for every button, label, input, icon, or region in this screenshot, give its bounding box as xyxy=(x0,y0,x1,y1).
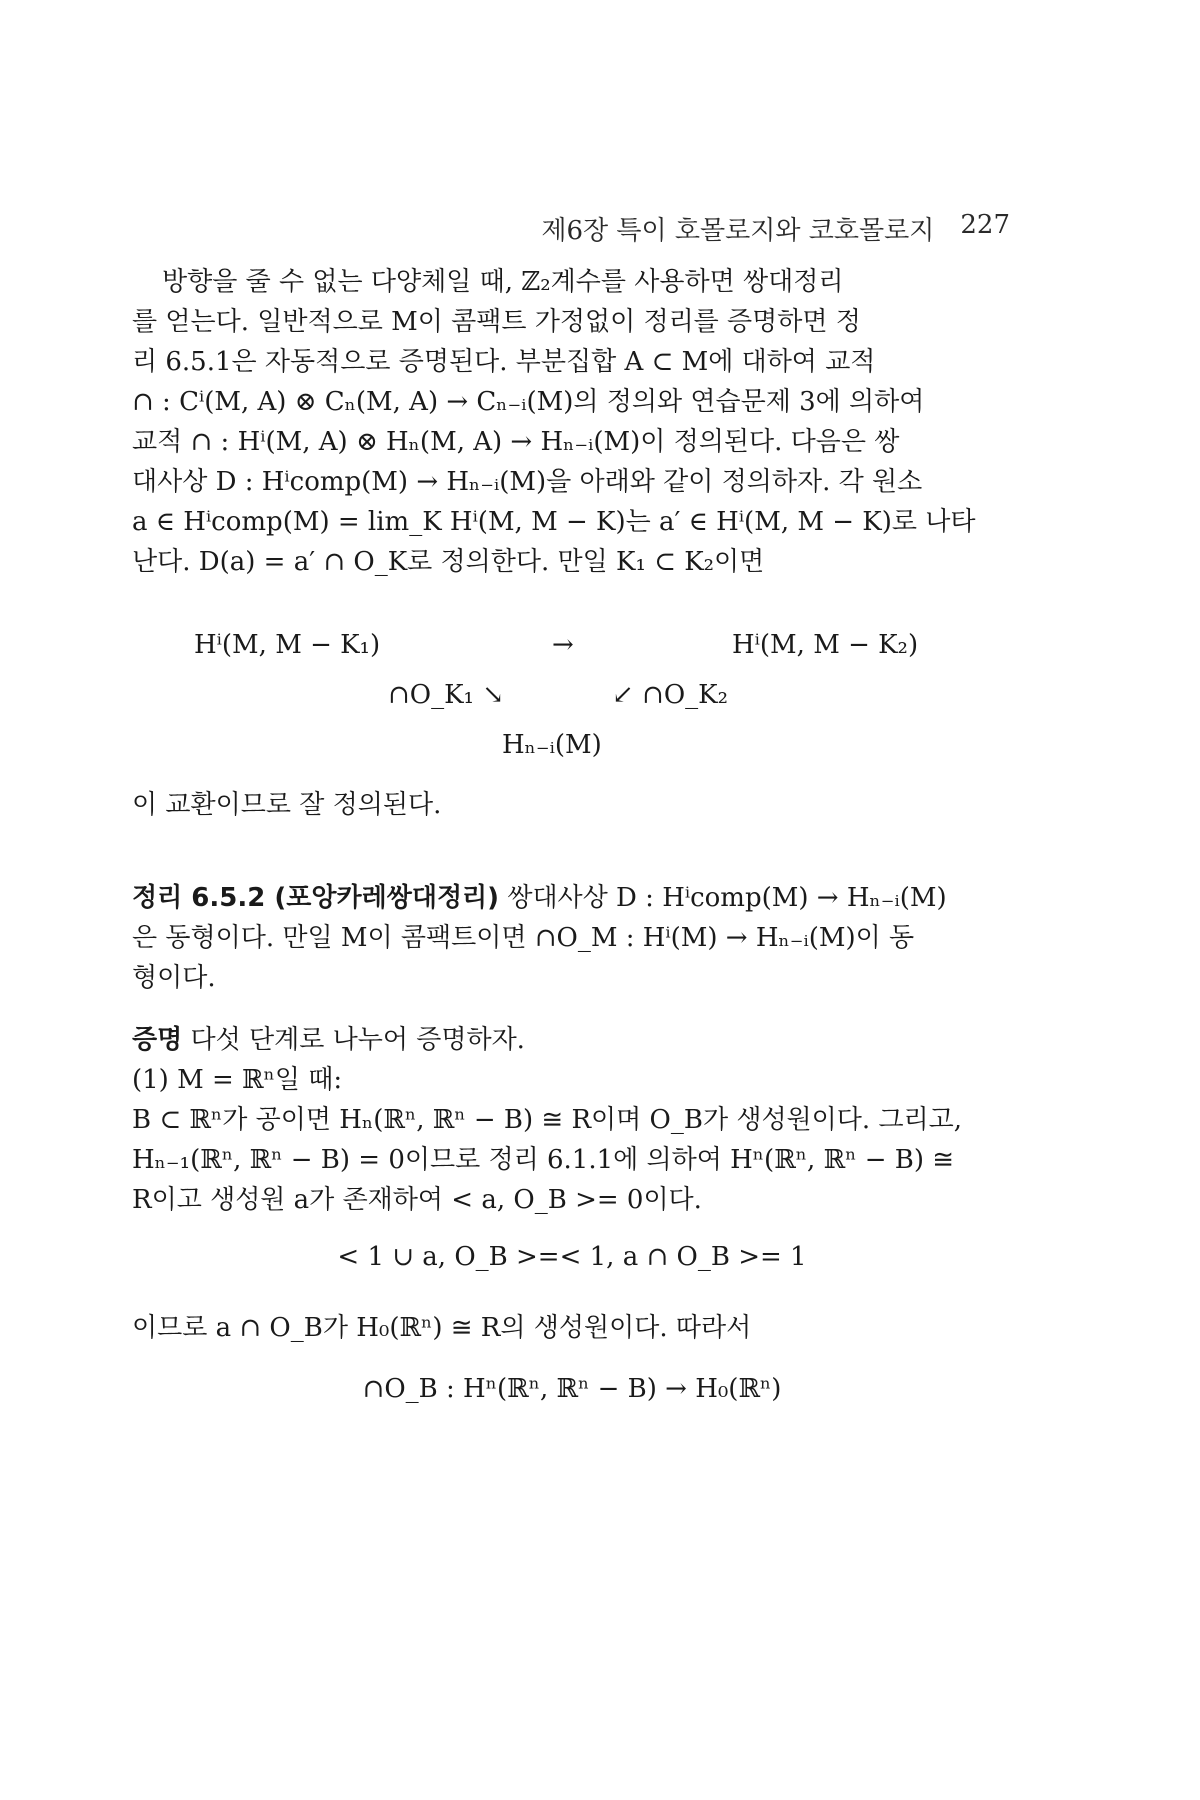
text-line: 은 동형이다. 만일 M이 콤팩트이면 ∩O_M : Hⁱ(M) → Hₙ₋ᵢ(M)이 동 xyxy=(132,923,915,953)
text-line: ∩ : Cⁱ(M, A) ⊗ Cₙ(M, A) → Cₙ₋ᵢ(M)의 정의와 연습문제 3에 의하여 xyxy=(132,387,925,417)
proof-block xyxy=(132,1020,1012,1220)
diagram-top-right: Hⁱ(M, M − K₂) xyxy=(732,630,919,660)
diagram-right-map: ↙ ∩O_K₂ xyxy=(612,680,728,710)
proof-intro: 다섯 단계로 나누어 증명하자. xyxy=(182,1025,525,1055)
diagram-bottom: Hₙ₋ᵢ(M) xyxy=(502,730,602,760)
proof-first-line xyxy=(132,1020,1012,1060)
theorem-heading: 정리 6.5.2 (포앙카레쌍대정리) xyxy=(132,883,500,913)
equation-2: ∩O_B : Hⁿ(ℝⁿ, ℝⁿ − B) → H₀(ℝⁿ) xyxy=(362,1374,782,1404)
text-line: 대사상 D : Hⁱcomp(M) → Hₙ₋ᵢ(M)을 아래와 같이 정의하자. 각 원소 xyxy=(132,467,923,497)
equation-1: < 1 ∪ a, O_B >=< 1, a ∩ O_B >= 1 xyxy=(337,1242,807,1272)
theorem-first-line xyxy=(132,878,1012,918)
proof-continuation xyxy=(132,1308,1012,1348)
text-line: R이고 생성원 a가 존재하여 < a, O_B >= 0이다. xyxy=(132,1185,702,1215)
text-line: 리 6.5.1은 자동적으로 증명된다. 부분집합 A ⊂ M에 대하여 교적 xyxy=(132,347,876,377)
diagram-top-left: Hⁱ(M, M − K₁) xyxy=(194,630,381,660)
diagram-arrow: → xyxy=(552,630,574,660)
proof-heading: 증명 xyxy=(132,1025,183,1055)
text-line: a ∈ Hⁱcomp(M) = lim_K Hⁱ(M, M − K)는 a′ ∈ Hⁱ(M, M − K)로 나타 xyxy=(132,507,976,537)
text-line: (1) M = ℝⁿ일 때: xyxy=(132,1065,343,1095)
text-line: B ⊂ ℝⁿ가 공이면 Hₙ(ℝⁿ, ℝⁿ − B) ≅ R이며 O_B가 생성원이다. 그리고, xyxy=(132,1105,963,1135)
text-line: 교적 ∩ : Hⁱ(M, A) ⊗ Hₙ(M, A) → Hₙ₋ᵢ(M)이 정의된다. 다음은 쌍 xyxy=(132,427,900,457)
diagram-remark xyxy=(132,785,1012,825)
text-line: 형이다. xyxy=(132,963,216,993)
text-line: Hₙ₋₁(ℝⁿ, ℝⁿ − B) = 0이므로 정리 6.1.1에 의하여 Hⁿ(ℝⁿ, ℝⁿ − B) ≅ xyxy=(132,1145,955,1175)
intro-paragraph xyxy=(132,262,1012,582)
theorem-block xyxy=(132,878,1012,998)
text-line: 방향을 줄 수 없는 다양체일 때, ℤ₂계수를 사용하면 쌍대정리 xyxy=(162,267,844,297)
theorem-text: 쌍대사상 D : Hⁱcomp(M) → Hₙ₋ᵢ(M) xyxy=(499,883,947,913)
text-line: 이 교환이므로 잘 정의된다. xyxy=(132,790,442,820)
running-header xyxy=(470,210,1010,247)
chapter-title: 제6장 특이 호몰로지와 코호몰로지 xyxy=(541,216,935,246)
diagram-left-map: ∩O_K₁ ↘ xyxy=(388,680,504,710)
text-line: 이므로 a ∩ O_B가 H₀(ℝⁿ) ≅ R의 생성원이다. 따라서 xyxy=(132,1313,752,1343)
text-line: 를 얻는다. 일반적으로 M이 콤팩트 가정없이 정리를 증명하면 정 xyxy=(132,307,861,337)
page-number: 227 xyxy=(960,210,1010,240)
text-line: 난다. D(a) = a′ ∩ O_K로 정의한다. 만일 K₁ ⊂ K₂이면 xyxy=(132,547,765,577)
